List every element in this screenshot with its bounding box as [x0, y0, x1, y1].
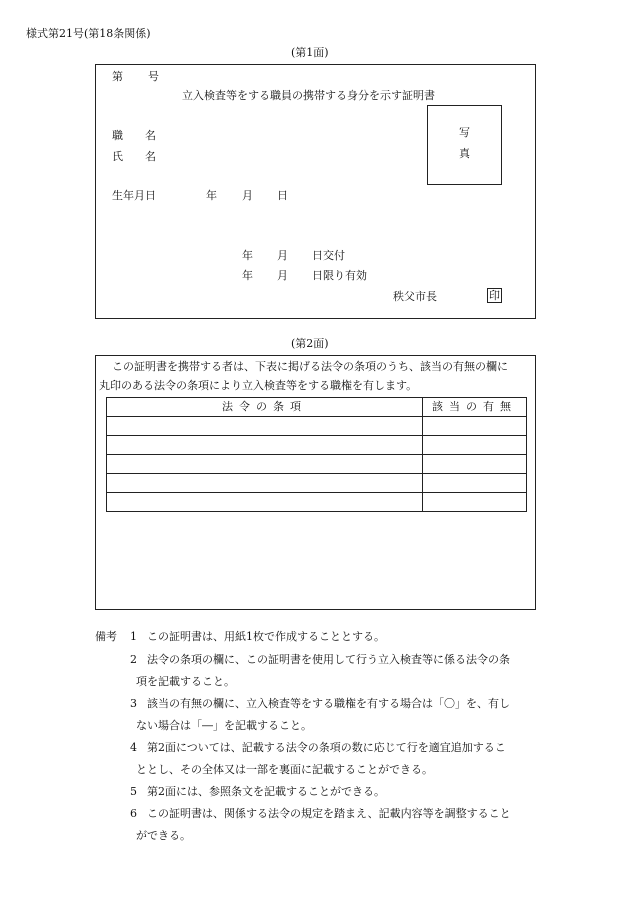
issuer-name: 秩父市長	[393, 290, 437, 303]
face2-intro-line1: この証明書を携帯する者は、下表に掲げる法令の条項のうち、該当の有無の欄に	[112, 360, 508, 373]
table-cell	[107, 436, 423, 455]
photo-box	[427, 105, 502, 185]
issued-month: 月	[277, 249, 288, 262]
table-cell	[107, 455, 423, 474]
certificate-title: 立入検査等をする職員の携帯する身分を示す証明書	[182, 89, 435, 102]
table-cell	[107, 474, 423, 493]
table-cell	[423, 493, 527, 512]
note-text: 第2面については、記載する法令の条項の数に応じて行を適宜追加するこ	[147, 741, 506, 754]
certificate-face2	[95, 355, 536, 610]
issued-day: 日交付	[312, 249, 345, 262]
name-label: 氏 名	[112, 150, 156, 163]
table-header-row	[107, 398, 527, 417]
note-text-cont: ない場合は「―」を記載すること。	[136, 719, 312, 732]
note-number: 5	[130, 785, 137, 798]
table-row	[107, 436, 527, 455]
header-applicability: 該当の有無	[423, 398, 527, 417]
certificate-face1	[95, 64, 536, 319]
number-go: 号	[148, 70, 159, 83]
table-row	[107, 417, 527, 436]
note-number: 6	[130, 807, 137, 820]
notes-label: 備考	[95, 630, 117, 643]
photo-char-2: 真	[459, 147, 470, 160]
table-cell	[423, 417, 527, 436]
table-cell	[107, 417, 423, 436]
table-row	[107, 455, 527, 474]
valid-month: 月	[277, 269, 288, 282]
note-text: 法令の条項の欄に、この証明書を使用して行う立入検査等に係る法令の条	[147, 653, 510, 666]
table-cell	[423, 436, 527, 455]
birth-year: 年	[206, 189, 217, 202]
note-number: 1	[130, 630, 137, 643]
header-law-provision: 法令の条項	[107, 398, 423, 417]
position-label: 職 名	[112, 129, 156, 142]
note-text-cont: 項を記載すること。	[136, 675, 235, 688]
face2-intro-line2: 丸印のある法令の条項により立入検査等をする職権を有します。	[99, 379, 418, 392]
table-row	[107, 493, 527, 512]
note-number: 4	[130, 741, 137, 754]
table-cell	[107, 493, 423, 512]
birthdate-label: 生年月日	[112, 189, 156, 202]
note-number: 3	[130, 697, 137, 710]
note-text: 該当の有無の欄に、立入検査等をする職権を有する場合は「〇」を、有し	[147, 697, 510, 710]
note-text: 第2面には、参照条文を記載することができる。	[147, 785, 385, 798]
seal-mark: 印	[489, 289, 500, 302]
note-text-cont: ができる。	[136, 829, 191, 842]
table-cell	[423, 455, 527, 474]
number-dai: 第	[112, 70, 123, 83]
face2-caption: (第2面)	[291, 337, 329, 350]
valid-until: 日限り有効	[312, 269, 367, 282]
birth-day: 日	[277, 189, 288, 202]
valid-year: 年	[242, 269, 253, 282]
note-text-cont: ととし、その全体又は一部を裏面に記載することができる。	[136, 763, 433, 776]
table-row	[107, 474, 527, 493]
issued-year: 年	[242, 249, 253, 262]
law-provisions-table	[106, 397, 527, 512]
table-cell	[423, 474, 527, 493]
photo-char-1: 写	[459, 126, 470, 139]
form-number: 様式第21号(第18条関係)	[26, 27, 151, 40]
note-text: この証明書は、関係する法令の規定を踏まえ、記載内容等を調整すること	[147, 807, 511, 820]
note-text: この証明書は、用紙1枚で作成することとする。	[147, 630, 385, 643]
face1-caption: (第1面)	[291, 46, 329, 59]
note-number: 2	[130, 653, 137, 666]
birth-month: 月	[242, 189, 253, 202]
